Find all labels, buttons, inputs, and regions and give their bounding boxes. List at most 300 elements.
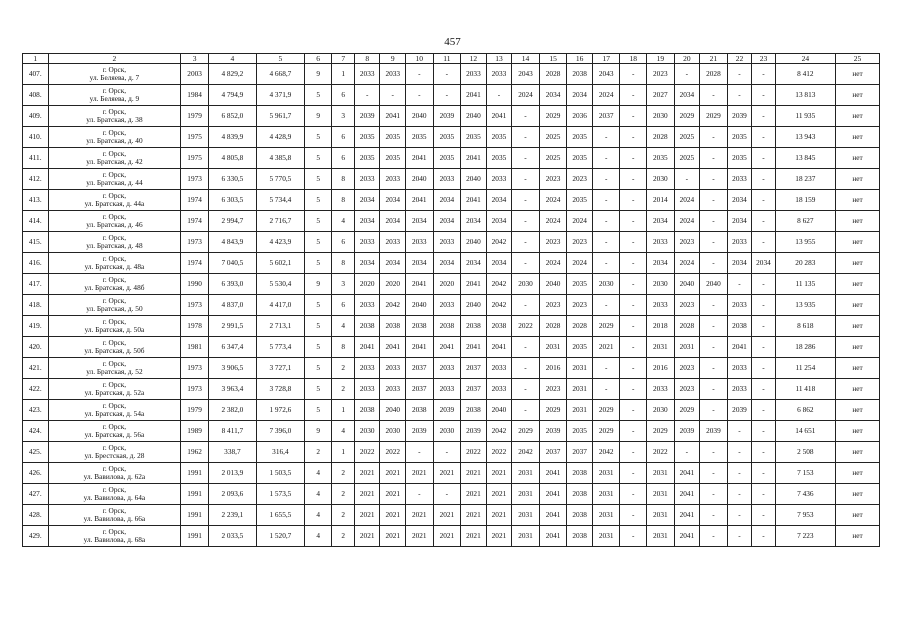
cell-col-23: - [752,316,775,337]
cell-col-9: 2034 [380,253,406,274]
cell-col-15: 2016 [539,358,567,379]
cell-col-3: 1962 [181,442,209,463]
cell-col-12: 2037 [461,358,487,379]
cell-col-6: 5 [304,85,332,106]
cell-col-8: 2033 [354,64,380,85]
cell-col-18: - [620,358,647,379]
cell-col-9: 2033 [380,169,406,190]
cell-col-21: - [700,379,728,400]
cell-col-22: 2033 [727,232,752,253]
row-number: 421. [23,358,49,379]
cell-col-11: 2033 [433,169,461,190]
address-street: ул. Братская, д. 48 [86,241,143,250]
cell-col-7: 1 [332,442,354,463]
address-city: г. Орск, [102,400,127,410]
cell-col-4: 8 411,7 [208,421,256,442]
address-city: г. Орск, [102,253,127,263]
address-street: ул. Братская, д. 50 [86,304,143,313]
cell-col-24: 18 237 [775,169,835,190]
cell-col-19: 2030 [647,106,675,127]
cell-col-14: - [512,337,540,358]
cell-col-18: - [620,505,647,526]
row-number: 428. [23,505,49,526]
cell-col-12: 2041 [461,337,487,358]
cell-col-16: 2035 [567,127,593,148]
cell-col-14: - [512,253,540,274]
cell-col-9: 2030 [380,421,406,442]
address-cell [48,463,181,484]
column-number-17: 17 [592,54,620,64]
cell-col-12: 2040 [461,232,487,253]
cell-col-20: 2024 [674,211,700,232]
cell-col-10: 2021 [406,463,434,484]
cell-col-8: 2033 [354,169,380,190]
cell-col-22: - [727,274,752,295]
cell-col-4: 6 347,4 [208,337,256,358]
address-cell [48,379,181,400]
cell-col-17: 2043 [592,64,620,85]
cell-col-16: 2038 [567,463,593,484]
cell-col-12: 2040 [461,295,487,316]
cell-col-18: - [620,274,647,295]
address-street: ул. Братская, д. 44 [86,178,143,187]
cell-col-17: - [592,148,620,169]
cell-col-10: 2041 [406,274,434,295]
cell-col-21: - [700,85,728,106]
cell-col-15: 2024 [539,253,567,274]
cell-col-17: 2031 [592,463,620,484]
cell-col-6: 4 [304,484,332,505]
cell-col-4: 3 963,4 [208,379,256,400]
cell-col-24: 7 953 [775,505,835,526]
cell-col-6: 5 [304,211,332,232]
cell-col-4: 2 994,7 [208,211,256,232]
cell-col-10: 2041 [406,337,434,358]
address-city: г. Орск, [102,484,127,494]
address-cell [48,337,181,358]
cell-col-7: 8 [332,337,354,358]
cell-col-17: 2031 [592,505,620,526]
cell-col-25: нет [835,484,879,505]
address-street: ул. Брестская, д. 28 [84,451,145,460]
cell-col-13: 2033 [486,379,512,400]
cell-col-13: 2038 [486,316,512,337]
cell-col-8: 2020 [354,274,380,295]
cell-col-3: 1974 [181,190,209,211]
cell-col-11: 2034 [433,253,461,274]
cell-col-21: 2028 [700,64,728,85]
cell-col-25: нет [835,442,879,463]
cell-col-19: 2031 [647,484,675,505]
column-number-10: 10 [406,54,434,64]
cell-col-10: 2034 [406,211,434,232]
cell-col-14: 2030 [512,274,540,295]
cell-col-5: 5 773,4 [256,337,304,358]
cell-col-24: 11 135 [775,274,835,295]
cell-col-9: 2021 [380,463,406,484]
cell-col-24: 7 436 [775,484,835,505]
cell-col-5: 2 713,1 [256,316,304,337]
cell-col-23: - [752,85,775,106]
cell-col-24: 18 286 [775,337,835,358]
cell-col-6: 5 [304,127,332,148]
cell-col-11: 2033 [433,232,461,253]
row-number: 410. [23,127,49,148]
cell-col-7: 1 [332,400,354,421]
table-body [23,64,880,547]
cell-col-5: 5 602,1 [256,253,304,274]
cell-col-19: 2016 [647,358,675,379]
cell-col-10: 2040 [406,295,434,316]
cell-col-23: - [752,421,775,442]
cell-col-6: 4 [304,526,332,547]
cell-col-9: 2041 [380,337,406,358]
address-city: г. Орск, [102,148,127,158]
cell-col-13: 2042 [486,274,512,295]
cell-col-23: - [752,484,775,505]
column-number-21: 21 [700,54,728,64]
cell-col-20: 2023 [674,295,700,316]
cell-col-3: 1978 [181,316,209,337]
cell-col-13: 2033 [486,169,512,190]
cell-col-19: 2033 [647,379,675,400]
cell-col-22: 2034 [727,211,752,232]
cell-col-21: - [700,442,728,463]
cell-col-11: 2041 [433,337,461,358]
cell-col-9: 2021 [380,505,406,526]
cell-col-7: 2 [332,463,354,484]
cell-col-17: - [592,379,620,400]
cell-col-21: - [700,526,728,547]
cell-col-14: 2031 [512,505,540,526]
address-street: ул. Братская, д. 56а [84,430,145,439]
cell-col-7: 3 [332,106,354,127]
cell-col-25: нет [835,295,879,316]
cell-col-4: 2 013,9 [208,463,256,484]
cell-col-5: 4 428,9 [256,127,304,148]
cell-col-13: 2035 [486,148,512,169]
cell-col-25: нет [835,127,879,148]
cell-col-5: 4 417,0 [256,295,304,316]
cell-col-21: - [700,169,728,190]
cell-col-17: - [592,127,620,148]
cell-col-9: 2033 [380,379,406,400]
cell-col-15: 2041 [539,505,567,526]
cell-col-13: 2041 [486,106,512,127]
cell-col-3: 1979 [181,400,209,421]
cell-col-16: 2031 [567,358,593,379]
cell-col-9: 2041 [380,106,406,127]
cell-col-14: - [512,106,540,127]
row-number: 419. [23,316,49,337]
cell-col-16: 2035 [567,337,593,358]
address-street: ул. Вавилова, д. 62а [83,472,146,481]
address-street: ул. Беляева, д. 9 [89,94,140,103]
cell-col-5: 5 734,4 [256,190,304,211]
cell-col-20: 2041 [674,463,700,484]
cell-col-8: 2035 [354,148,380,169]
address-street: ул. Беляева, д. 7 [89,73,140,82]
cell-col-22: - [727,505,752,526]
cell-col-11: - [433,85,461,106]
address-city: г. Орск, [102,463,127,473]
address-street: ул. Вавилова, д. 64а [83,493,146,502]
address-cell [48,232,181,253]
cell-col-12: 2040 [461,169,487,190]
cell-col-3: 1973 [181,358,209,379]
cell-col-7: 6 [332,127,354,148]
address-city: г. Орск, [102,295,127,305]
cell-col-7: 4 [332,211,354,232]
cell-col-4: 6 303,5 [208,190,256,211]
cell-col-16: 2034 [567,85,593,106]
cell-col-10: 2021 [406,526,434,547]
cell-col-6: 4 [304,463,332,484]
cell-col-20: 2029 [674,106,700,127]
cell-col-16: 2035 [567,190,593,211]
cell-col-8: 2033 [354,232,380,253]
cell-col-19: 2031 [647,505,675,526]
cell-col-22: - [727,526,752,547]
cell-col-4: 3 906,5 [208,358,256,379]
cell-col-4: 2 093,6 [208,484,256,505]
cell-col-12: 2041 [461,85,487,106]
cell-col-23: - [752,148,775,169]
cell-col-18: - [620,253,647,274]
address-street: ул. Братская, д. 52а [84,388,145,397]
cell-col-9: 2034 [380,190,406,211]
cell-col-3: 1981 [181,337,209,358]
cell-col-15: 2023 [539,232,567,253]
cell-col-5: 1 972,6 [256,400,304,421]
cell-col-11: - [433,442,461,463]
cell-col-7: 2 [332,505,354,526]
cell-col-12: 2038 [461,400,487,421]
column-number-18: 18 [620,54,647,64]
cell-col-14: 2024 [512,85,540,106]
cell-col-18: - [620,127,647,148]
cell-col-19: 2027 [647,85,675,106]
cell-col-14: 2029 [512,421,540,442]
cell-col-16: 2028 [567,316,593,337]
cell-col-11: 2035 [433,127,461,148]
cell-col-11: 2033 [433,379,461,400]
cell-col-6: 2 [304,442,332,463]
row-number: 422. [23,379,49,400]
address-city: г. Орск, [102,190,127,200]
cell-col-13: 2034 [486,211,512,232]
cell-col-20: 2028 [674,316,700,337]
cell-col-13: 2040 [486,400,512,421]
cell-col-21: 2039 [700,421,728,442]
address-city: г. Орск, [102,127,127,137]
cell-col-21: - [700,148,728,169]
address-city: г. Орск, [102,526,127,536]
address-cell [48,358,181,379]
cell-col-24: 11 418 [775,379,835,400]
column-number-19: 19 [647,54,675,64]
column-number-20: 20 [674,54,700,64]
column-number-13: 13 [486,54,512,64]
table-row [23,421,880,442]
cell-col-14: 2031 [512,484,540,505]
table-row [23,442,880,463]
address-city: г. Орск, [102,337,127,347]
table-row [23,106,880,127]
cell-col-10: - [406,85,434,106]
row-number: 411. [23,148,49,169]
cell-col-10: 2037 [406,379,434,400]
cell-col-18: - [620,295,647,316]
cell-col-7: 4 [332,316,354,337]
cell-col-21: - [700,505,728,526]
cell-col-15: 2028 [539,64,567,85]
cell-col-20: 2025 [674,148,700,169]
cell-col-9: 2033 [380,232,406,253]
cell-col-3: 1991 [181,463,209,484]
cell-col-7: 8 [332,190,354,211]
cell-col-20: 2041 [674,484,700,505]
address-cell [48,253,181,274]
cell-col-21: - [700,358,728,379]
cell-col-5: 5 961,7 [256,106,304,127]
cell-col-22: 2033 [727,358,752,379]
cell-col-12: 2021 [461,484,487,505]
address-street: ул. Братская, д. 54а [84,409,145,418]
cell-col-4: 6 330,5 [208,169,256,190]
cell-col-25: нет [835,190,879,211]
address-street: ул. Братская, д. 38 [86,115,143,124]
cell-col-19: 2031 [647,526,675,547]
address-street: ул. Братская, д. 50а [84,325,145,334]
cell-col-8: 2033 [354,379,380,400]
cell-col-12: 2034 [461,253,487,274]
table-row [23,211,880,232]
row-number: 408. [23,85,49,106]
cell-col-22: - [727,421,752,442]
address-cell [48,505,181,526]
cell-col-16: 2023 [567,295,593,316]
cell-col-13: 2041 [486,337,512,358]
cell-col-5: 3 727,1 [256,358,304,379]
address-city: г. Орск, [102,169,127,179]
cell-col-8: 2021 [354,484,380,505]
cell-col-13: 2021 [486,526,512,547]
row-number: 418. [23,295,49,316]
cell-col-10: 2037 [406,358,434,379]
column-number-12: 12 [461,54,487,64]
cell-col-8: 2038 [354,316,380,337]
table-row [23,484,880,505]
cell-col-23: - [752,295,775,316]
cell-col-3: 1974 [181,211,209,232]
cell-col-14: - [512,232,540,253]
cell-col-18: - [620,148,647,169]
cell-col-14: - [512,400,540,421]
cell-col-5: 2 716,7 [256,211,304,232]
cell-col-24: 7 223 [775,526,835,547]
address-city: г. Орск, [102,274,127,284]
cell-col-7: 3 [332,274,354,295]
cell-col-15: 2039 [539,421,567,442]
cell-col-15: 2037 [539,442,567,463]
cell-col-16: 2035 [567,274,593,295]
cell-col-17: - [592,211,620,232]
cell-col-20: 2023 [674,379,700,400]
cell-col-3: 1973 [181,169,209,190]
cell-col-8: 2034 [354,253,380,274]
cell-col-4: 2 033,5 [208,526,256,547]
cell-col-17: - [592,358,620,379]
cell-col-21: - [700,316,728,337]
cell-col-6: 5 [304,379,332,400]
cell-col-19: 2033 [647,295,675,316]
cell-col-8: 2034 [354,190,380,211]
cell-col-7: 8 [332,169,354,190]
cell-col-15: 2028 [539,316,567,337]
cell-col-20: - [674,169,700,190]
cell-col-17: 2031 [592,484,620,505]
address-city: г. Орск, [102,442,127,452]
cell-col-23: - [752,463,775,484]
cell-col-25: нет [835,337,879,358]
cell-col-8: 2030 [354,421,380,442]
cell-col-22: 2035 [727,148,752,169]
table-row [23,253,880,274]
cell-col-14: 2042 [512,442,540,463]
address-city: г. Орск, [102,379,127,389]
cell-col-4: 6 393,0 [208,274,256,295]
cell-col-16: 2035 [567,148,593,169]
cell-col-24: 8 627 [775,211,835,232]
cell-col-5: 4 423,9 [256,232,304,253]
cell-col-11: 2021 [433,505,461,526]
cell-col-5: 5 770,5 [256,169,304,190]
row-number: 424. [23,421,49,442]
column-number-7: 7 [332,54,354,64]
row-number: 414. [23,211,49,232]
cell-col-12: 2039 [461,421,487,442]
page-number: 457 [444,36,461,48]
address-cell [48,190,181,211]
cell-col-25: нет [835,274,879,295]
cell-col-10: - [406,442,434,463]
cell-col-22: - [727,64,752,85]
cell-col-7: 2 [332,379,354,400]
cell-col-18: - [620,484,647,505]
column-number-4: 4 [208,54,256,64]
cell-col-9: 2035 [380,127,406,148]
cell-col-7: 6 [332,148,354,169]
cell-col-22: 2039 [727,106,752,127]
cell-col-22: 2038 [727,316,752,337]
column-numbers-row [23,54,880,64]
column-number-9: 9 [380,54,406,64]
table-row [23,526,880,547]
cell-col-11: 2035 [433,148,461,169]
cell-col-25: нет [835,316,879,337]
address-city: г. Орск, [102,316,127,326]
address-cell [48,64,181,85]
cell-col-18: - [620,106,647,127]
address-city: г. Орск, [102,505,127,515]
cell-col-25: нет [835,253,879,274]
cell-col-16: 2031 [567,400,593,421]
cell-col-18: - [620,190,647,211]
column-number-14: 14 [512,54,540,64]
cell-col-15: 2024 [539,190,567,211]
cell-col-6: 5 [304,400,332,421]
